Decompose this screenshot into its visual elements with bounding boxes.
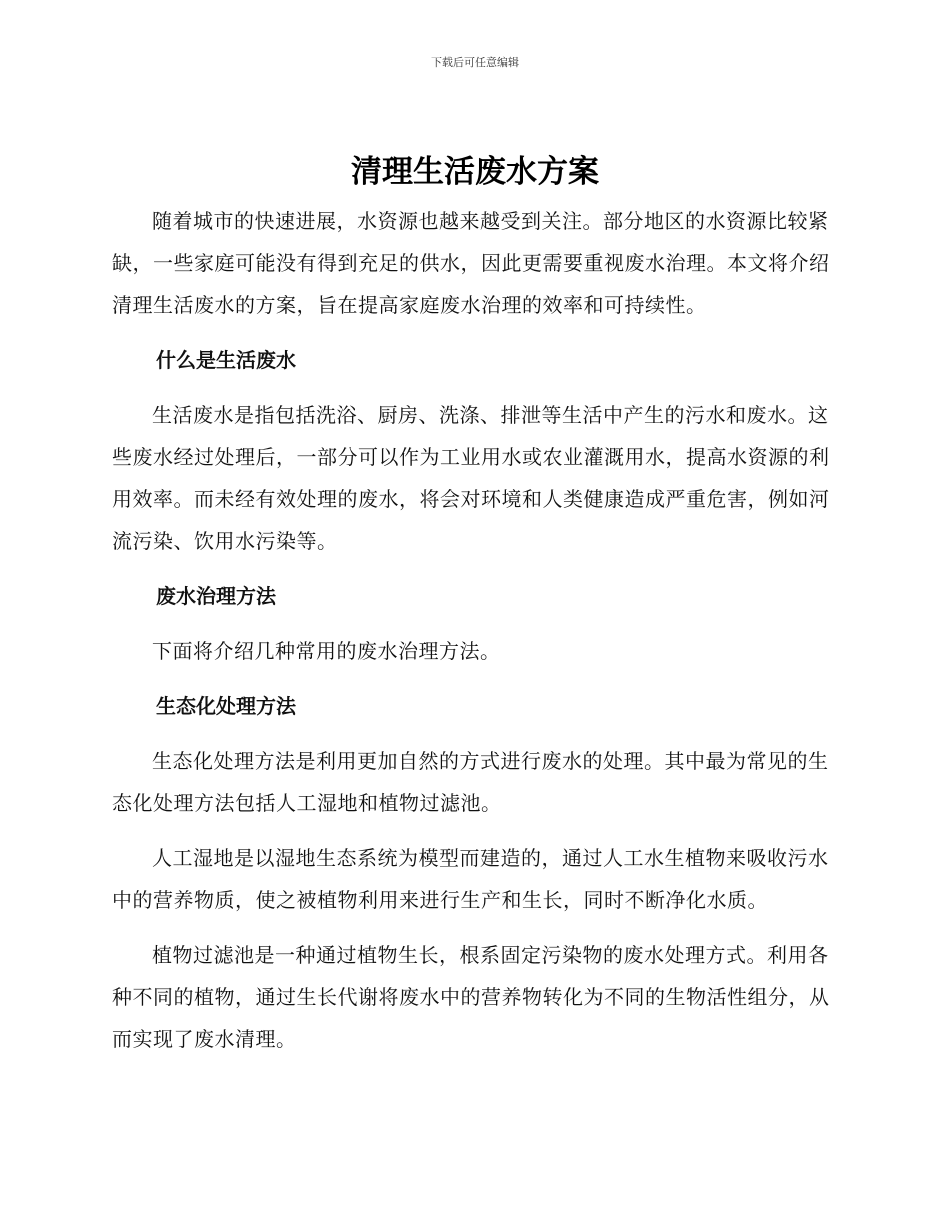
paragraph-plant-filter: 植物过滤池是一种通过植物生长，根系固定污染物的废水处理方式。利用各种不同的植物，通过生长代谢将废水中的营养物转化为不同的生物活性组分，从而实现了废水清理。: [112, 943, 830, 1051]
section-heading-treatment-methods: 废水治理方法: [156, 584, 276, 608]
section-heading-what-is-wastewater: 什么是生活废水: [156, 348, 296, 372]
paragraph-intro: 随着城市的快速进展，水资源也越来越受到关注。部分地区的水资源比较紧缺，一些家庭可能没有得到充足的供水，因此更需要重视废水治理。本文将介绍清理生活废水的方案，旨在提高家庭废水治理的效率和可持续性。: [112, 209, 830, 317]
document-title: 清理生活废水方案: [351, 154, 599, 190]
document-body: [112, 200, 832, 1073]
paragraph-definition: 生活废水是指包括洗浴、厨房、洗涤、排泄等生活中产生的污水和废水。这些废水经过处理后，一部分可以作为工业用水或农业灌溉用水，提高水资源的利用效率。而未经有效处理的废水，将会对环境和人类健康造成严重危害，例如河流污染、饮用水污染等。: [112, 403, 830, 553]
paragraph-methods-intro: 下面将介绍几种常用的废水治理方法。: [152, 639, 501, 663]
paragraph-ecological: 生态化处理方法是利用更加自然的方式进行废水的处理。其中最为常见的生态化处理方法包括人工湿地和植物过滤池。: [112, 749, 829, 815]
paragraph-wetland: 人工湿地是以湿地生态系统为模型而建造的，通过人工水生植物来吸收污水中的营养物质，使之被植物利用来进行生产和生长，同时不断净化水质。: [112, 846, 829, 912]
header-note: 下载后可任意编辑: [431, 56, 519, 69]
section-heading-ecological-method: 生态化处理方法: [156, 694, 296, 718]
